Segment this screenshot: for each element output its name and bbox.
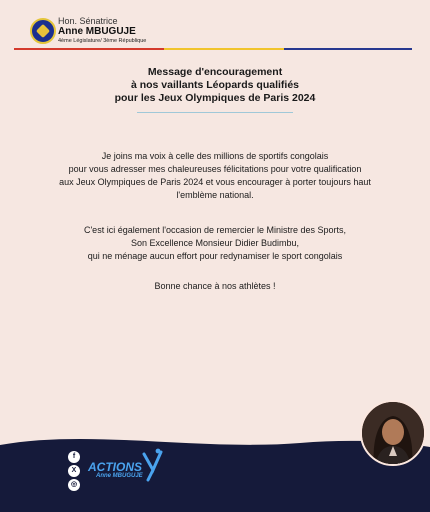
paragraph-thanks (0, 224, 430, 263)
header (0, 0, 430, 60)
paragraph-line: aux Jeux Olympiques de Paris 2024 et vous encourager à porter toujours haut (59, 177, 371, 187)
header-name: Anne MBUGUJE (58, 26, 136, 37)
portrait-avatar-icon (362, 402, 424, 464)
message-title (0, 66, 430, 105)
paragraph-line: pour vous adresser mes chaleureuses félicitations pour votre qualification (68, 164, 362, 174)
senate-seal-icon (30, 18, 56, 44)
paragraph-congratulations (0, 150, 430, 202)
flag-stripe-blue (284, 48, 412, 50)
flag-stripe-yellow (164, 48, 284, 50)
header-legislature: 4ème Législature/ 3ème République (58, 38, 147, 44)
portrait-photo (360, 400, 426, 466)
message-title-line: à nos vaillants Léopards qualifiés (130, 79, 300, 91)
paragraph-line: Je joins ma voix à celle des millions de sportifs congolais (101, 151, 329, 161)
paragraph-line: l'emblème national. (176, 190, 254, 200)
logo-name-text: Anne MBUGUJE (96, 473, 143, 479)
runner-logo-icon (140, 448, 164, 482)
header-title: Hon. Sénatrice (58, 16, 118, 26)
closing-line: Bonne chance à nos athlètes ! (154, 281, 276, 291)
message-title-line: Message d'encouragement (147, 66, 283, 78)
facebook-icon[interactable]: f (68, 451, 80, 463)
logo-actions-text: ACTIONS (88, 460, 142, 474)
paragraph-line: Son Excellence Monsieur Didier Budimbu, (130, 238, 300, 248)
message-title-line: pour les Jeux Olympiques de Paris 2024 (114, 92, 316, 104)
paragraph-line: qui ne ménage aucun effort pour redynamiser le sport congolais (87, 251, 343, 261)
title-divider (137, 112, 293, 113)
paragraph-line: C'est ici également l'occasion de remercier le Ministre des Sports, (83, 225, 347, 235)
instagram-icon[interactable]: ◎ (68, 479, 80, 491)
x-icon[interactable]: X (68, 465, 80, 477)
flag-stripe-red (14, 48, 164, 50)
